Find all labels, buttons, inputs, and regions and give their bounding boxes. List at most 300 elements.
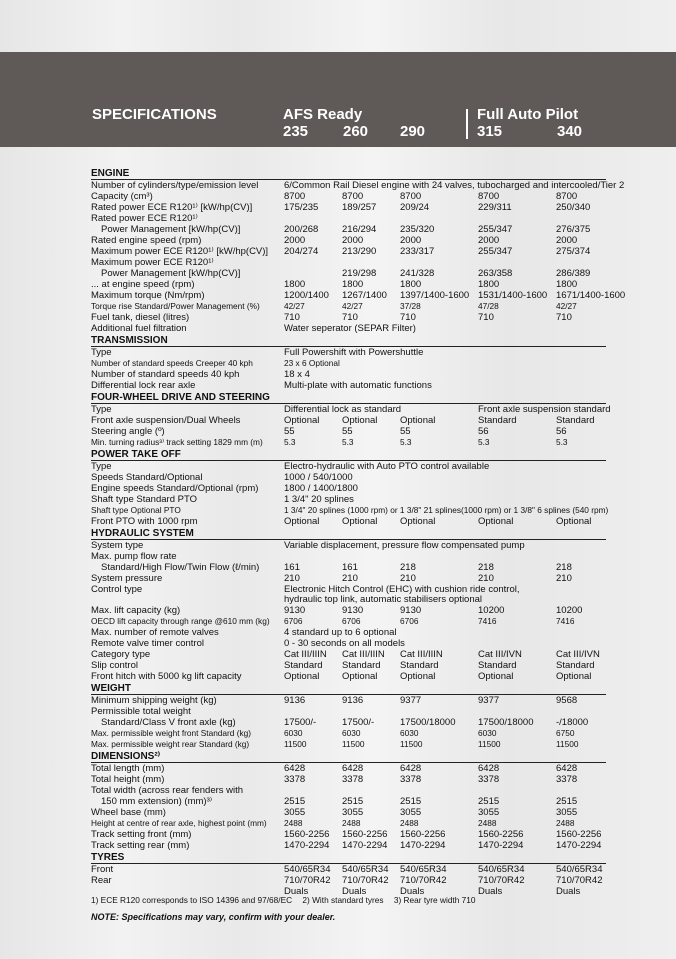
spec-value-span: 4 standard up to 6 optional bbox=[284, 627, 397, 638]
spec-value: 17500/18000 bbox=[478, 717, 534, 728]
spec-value: 263/358 bbox=[478, 268, 513, 279]
spec-value: 1560-2256 bbox=[342, 829, 388, 840]
disclaimer-note: NOTE: Specifications may vary, confirm with your dealer. bbox=[91, 912, 336, 922]
spec-value-span: 1800 / 1400/1800 bbox=[284, 483, 358, 494]
spec-label: Max. permissible weight front Standard (kg) bbox=[91, 728, 252, 738]
spec-value: 213/290 bbox=[342, 246, 377, 257]
afs-ready-heading: AFS Ready bbox=[283, 106, 363, 123]
spec-value: 710 bbox=[478, 312, 494, 323]
spec-row bbox=[91, 505, 609, 516]
spec-value: Optional bbox=[342, 671, 378, 682]
spec-value: 1800 bbox=[478, 279, 500, 290]
section-heading bbox=[91, 168, 606, 180]
spec-value: Duals bbox=[342, 886, 367, 897]
section-heading bbox=[91, 392, 606, 404]
spec-value: 2488 bbox=[284, 818, 303, 828]
spec-row bbox=[91, 404, 611, 415]
spec-value-span: 0 - 30 seconds on all models bbox=[284, 638, 405, 649]
spec-value: 3055 bbox=[284, 807, 306, 818]
spec-row bbox=[91, 415, 606, 426]
spec-row bbox=[91, 840, 606, 851]
spec-value: 286/389 bbox=[556, 268, 591, 279]
spec-value: 1470-2294 bbox=[556, 840, 602, 851]
spec-label: Speeds Standard/Optional bbox=[91, 472, 203, 483]
spec-row bbox=[91, 279, 606, 290]
spec-row bbox=[91, 807, 606, 818]
spec-value: 250/340 bbox=[556, 202, 591, 213]
spec-value: 47/28 bbox=[478, 301, 499, 311]
spec-row bbox=[91, 584, 606, 605]
spec-value: Front axle suspension standard bbox=[478, 404, 611, 415]
spec-value: 3055 bbox=[400, 807, 422, 818]
spec-row bbox=[91, 774, 606, 785]
spec-label: Rated power ECE R120¹⁾ [kW/hp(CV)] bbox=[91, 202, 253, 213]
spec-value: 210 bbox=[478, 573, 494, 584]
spec-value: 3055 bbox=[556, 807, 578, 818]
spec-value: 42/27 bbox=[284, 301, 305, 311]
footnote-3: 3) Rear tyre width 710 bbox=[393, 895, 476, 905]
spec-label: System type bbox=[91, 540, 144, 551]
spec-label: Control type bbox=[91, 584, 143, 595]
spec-value: 8700 bbox=[284, 191, 306, 202]
spec-value: 6030 bbox=[478, 728, 497, 738]
spec-value: 218 bbox=[556, 562, 572, 573]
spec-value: 2000 bbox=[400, 235, 422, 246]
spec-value: 1560-2256 bbox=[400, 829, 446, 840]
spec-value: 42/27 bbox=[556, 301, 577, 311]
spec-value: 6428 bbox=[400, 763, 422, 774]
spec-row bbox=[91, 671, 606, 682]
spec-value: 17500/- bbox=[342, 717, 375, 728]
spec-label: Front axle suspension/Dual Wheels bbox=[91, 415, 241, 426]
spec-value: Cat III/IIIN bbox=[284, 649, 327, 660]
spec-value: 3378 bbox=[478, 774, 500, 785]
spec-value: 6706 bbox=[284, 616, 303, 626]
spec-value: 540/65R34 bbox=[284, 864, 331, 875]
spec-value: 2488 bbox=[400, 818, 419, 828]
section-label: TYRES bbox=[91, 852, 125, 863]
spec-value: 276/375 bbox=[556, 224, 591, 235]
spec-value: 10200 bbox=[556, 605, 583, 616]
spec-value: 2000 bbox=[478, 235, 500, 246]
spec-value: 710 bbox=[284, 312, 300, 323]
spec-label: Engine speeds Standard/Optional (rpm) bbox=[91, 483, 259, 494]
spec-row bbox=[91, 213, 606, 224]
spec-value: 710 bbox=[556, 312, 572, 323]
spec-value: 7416 bbox=[556, 616, 575, 626]
spec-value: Optional bbox=[400, 671, 436, 682]
spec-row bbox=[91, 638, 606, 649]
spec-label: Type bbox=[91, 461, 112, 472]
spec-value: 2000 bbox=[342, 235, 364, 246]
spec-value-span: Water seperator (SEPAR Filter) bbox=[284, 323, 416, 334]
spec-value: Duals bbox=[556, 886, 581, 897]
spec-row bbox=[91, 494, 606, 505]
spec-value: 204/274 bbox=[284, 246, 319, 257]
spec-value: 8700 bbox=[400, 191, 422, 202]
spec-value: 3378 bbox=[342, 774, 364, 785]
spec-value: 1560-2256 bbox=[556, 829, 602, 840]
spec-value: Standard bbox=[284, 660, 323, 671]
spec-row bbox=[91, 202, 606, 213]
spec-label: Front hitch with 5000 kg lift capacity bbox=[91, 671, 242, 682]
spec-value: Optional bbox=[400, 415, 436, 426]
spec-row bbox=[91, 551, 606, 562]
spec-value: Optional bbox=[478, 671, 514, 682]
spec-row bbox=[91, 180, 625, 191]
spec-value: 6428 bbox=[284, 763, 306, 774]
spec-value: 5.3 bbox=[284, 437, 296, 447]
section-label: WEIGHT bbox=[91, 683, 131, 694]
spec-row bbox=[91, 257, 606, 268]
spec-label: Number of standard speeds Creeper 40 kph bbox=[91, 358, 253, 368]
spec-label: OECD lift capacity through range @610 mm (kg) bbox=[91, 616, 270, 626]
spec-value: 9377 bbox=[400, 695, 422, 706]
spec-value-span: 1 3/4" 20 splines bbox=[284, 494, 354, 505]
spec-value: Cat III/IIIN bbox=[342, 649, 385, 660]
spec-row bbox=[91, 516, 606, 527]
spec-row bbox=[91, 739, 606, 750]
spec-label: Wheel base (mm) bbox=[91, 807, 166, 818]
spec-value: 6030 bbox=[284, 728, 303, 738]
spec-value: 11500 bbox=[342, 739, 365, 749]
spec-value: 11500 bbox=[478, 739, 501, 749]
spec-value: -/18000 bbox=[556, 717, 589, 728]
spec-label: Torque rise Standard/Power Management (%) bbox=[91, 301, 260, 311]
spec-label: Shaft type Optional PTO bbox=[91, 505, 181, 515]
spec-row bbox=[91, 191, 606, 202]
spec-value: 3378 bbox=[400, 774, 422, 785]
specifications-table bbox=[91, 167, 626, 897]
spec-value: 229/311 bbox=[478, 202, 512, 213]
spec-row bbox=[91, 268, 606, 279]
section-heading bbox=[91, 449, 606, 461]
spec-value: Standard bbox=[478, 415, 517, 426]
spec-value: 9130 bbox=[342, 605, 364, 616]
spec-value: 218 bbox=[478, 562, 494, 573]
spec-label: Standard/High Flow/Twin Flow (ℓ/min) bbox=[101, 562, 260, 573]
spec-label: Total length (mm) bbox=[91, 763, 165, 774]
spec-value: 8700 bbox=[342, 191, 364, 202]
spec-row bbox=[91, 461, 606, 472]
spec-value: 1800 bbox=[400, 279, 422, 290]
spec-value: 1267/1400 bbox=[342, 290, 387, 301]
spec-value-span: Electronic Hitch Control (EHC) with cushion ride control, bbox=[284, 584, 520, 595]
spec-row bbox=[91, 605, 606, 616]
spec-label: Maximum torque (Nm/rpm) bbox=[91, 290, 205, 301]
spec-value: 56 bbox=[556, 426, 567, 437]
spec-row bbox=[91, 728, 606, 739]
spec-value: 9568 bbox=[556, 695, 578, 706]
spec-label: Maximum power ECE R120¹⁾ [kW/hp(CV)] bbox=[91, 246, 269, 257]
spec-value: 5.3 bbox=[342, 437, 354, 447]
spec-label: 150 mm extension) (mm)³⁾ bbox=[101, 796, 213, 807]
spec-value: 710/70R42 bbox=[400, 875, 447, 886]
spec-value: Standard bbox=[342, 660, 381, 671]
spec-row bbox=[91, 369, 606, 380]
spec-row bbox=[91, 483, 606, 494]
spec-label: Category type bbox=[91, 649, 151, 660]
spec-value: 161 bbox=[342, 562, 358, 573]
spec-value: 9136 bbox=[342, 695, 364, 706]
spec-label: Max. lift capacity (kg) bbox=[91, 605, 181, 616]
spec-value-span: 6/Common Rail Diesel engine with 24 valves, tubocharged and intercooled/Tier 2 bbox=[284, 180, 625, 191]
spec-value: Optional bbox=[342, 415, 378, 426]
spec-value: 5.3 bbox=[478, 437, 490, 447]
spec-row bbox=[91, 573, 606, 584]
spec-value: 1560-2256 bbox=[284, 829, 330, 840]
spec-value: 8700 bbox=[478, 191, 500, 202]
spec-value: Standard bbox=[400, 660, 439, 671]
spec-row bbox=[91, 785, 606, 796]
spec-value: 241/328 bbox=[400, 268, 435, 279]
spec-value: 2515 bbox=[556, 796, 578, 807]
spec-label: Maximum power ECE R120¹⁾ bbox=[91, 257, 214, 268]
spec-row bbox=[91, 301, 606, 312]
spec-label: Permissible total weight bbox=[91, 706, 191, 717]
spec-value: 42/27 bbox=[342, 301, 363, 311]
spec-label: Differential lock rear axle bbox=[91, 380, 196, 391]
model-290-heading: 290 bbox=[400, 123, 426, 140]
spec-label: Height at centre of rear axle, highest point (mm) bbox=[91, 818, 267, 828]
spec-value: 218 bbox=[400, 562, 416, 573]
spec-value: 1200/1400 bbox=[284, 290, 329, 301]
spec-row bbox=[91, 426, 606, 437]
spec-value: 8700 bbox=[556, 191, 578, 202]
spec-value: Cat III/IVN bbox=[478, 649, 522, 660]
footnote-2: 2) With standard tyres bbox=[302, 895, 384, 905]
spec-label: Max. number of remote valves bbox=[91, 627, 219, 638]
spec-label: Track setting front (mm) bbox=[91, 829, 192, 840]
section-label: HYDRAULIC SYSTEM bbox=[91, 528, 194, 539]
spec-value: Duals bbox=[400, 886, 425, 897]
spec-row bbox=[91, 562, 606, 573]
spec-value: Cat III/IIIN bbox=[400, 649, 443, 660]
spec-value: 710/70R42 bbox=[556, 875, 603, 886]
spec-row bbox=[91, 706, 606, 717]
spec-row bbox=[91, 246, 606, 257]
section-heading bbox=[91, 528, 606, 540]
spec-row bbox=[91, 717, 606, 728]
spec-value: 3378 bbox=[284, 774, 306, 785]
spec-value: 6030 bbox=[342, 728, 361, 738]
spec-value: 216/294 bbox=[342, 224, 377, 235]
spec-label: Additional fuel filtration bbox=[91, 323, 187, 334]
spec-value: 17500/- bbox=[284, 717, 317, 728]
spec-value: 2515 bbox=[478, 796, 500, 807]
spec-label: Front PTO with 1000 rpm bbox=[91, 516, 198, 527]
spec-label: Type bbox=[91, 404, 112, 415]
page-title: SPECIFICATIONS bbox=[92, 106, 217, 123]
spec-value: 210 bbox=[342, 573, 358, 584]
spec-value: 1531/1400-1600 bbox=[478, 290, 548, 301]
spec-value: Optional bbox=[284, 516, 320, 527]
spec-value: 11500 bbox=[556, 739, 579, 749]
spec-value: Differential lock as standard bbox=[284, 404, 402, 415]
spec-value: 1800 bbox=[284, 279, 306, 290]
spec-value: Duals bbox=[478, 886, 503, 897]
spec-label: Capacity (cm³) bbox=[91, 191, 153, 202]
spec-value: 2488 bbox=[478, 818, 497, 828]
spec-row bbox=[91, 829, 606, 840]
spec-label: Type bbox=[91, 347, 112, 358]
spec-value-span: Multi-plate with automatic functions bbox=[284, 380, 432, 391]
spec-value: Optional bbox=[556, 516, 592, 527]
model-235-heading: 235 bbox=[283, 123, 309, 140]
spec-value: Duals bbox=[284, 886, 309, 897]
spec-value: 6428 bbox=[342, 763, 364, 774]
spec-value: 275/374 bbox=[556, 246, 591, 257]
spec-value: 2515 bbox=[284, 796, 306, 807]
spec-value: 17500/18000 bbox=[400, 717, 456, 728]
spec-value: 2000 bbox=[284, 235, 306, 246]
section-heading bbox=[91, 852, 606, 864]
spec-value: Optional bbox=[556, 671, 592, 682]
spec-value: 10200 bbox=[478, 605, 505, 616]
spec-label: Power Management [kW/hp(CV)] bbox=[101, 224, 241, 235]
spec-value: 6428 bbox=[478, 763, 500, 774]
spec-value: 55 bbox=[342, 426, 353, 437]
section-heading bbox=[91, 335, 606, 347]
spec-label: Steering angle (º) bbox=[91, 426, 165, 437]
spec-value: 540/65R34 bbox=[342, 864, 389, 875]
spec-value: 5.3 bbox=[400, 437, 412, 447]
spec-label: Max. pump flow rate bbox=[91, 551, 177, 562]
spec-value: 235/320 bbox=[400, 224, 435, 235]
spec-label: Track setting rear (mm) bbox=[91, 840, 190, 851]
spec-value: 540/65R34 bbox=[400, 864, 447, 875]
spec-row bbox=[91, 796, 606, 807]
spec-value: 11500 bbox=[400, 739, 423, 749]
spec-label: Slip control bbox=[91, 660, 138, 671]
spec-value: 3378 bbox=[556, 774, 578, 785]
spec-row bbox=[91, 312, 606, 323]
spec-value: Standard bbox=[556, 660, 595, 671]
spec-value: 210 bbox=[284, 573, 300, 584]
spec-label: Number of cylinders/type/emission level bbox=[91, 180, 259, 191]
spec-value: 5.3 bbox=[556, 437, 568, 447]
spec-value: 2488 bbox=[342, 818, 361, 828]
spec-value: 1470-2294 bbox=[478, 840, 524, 851]
spec-value: 2515 bbox=[400, 796, 422, 807]
spec-value-span: 18 x 4 bbox=[284, 369, 310, 380]
spec-value: 209/24 bbox=[400, 202, 430, 213]
spec-value: 710 bbox=[342, 312, 358, 323]
spec-value: 9130 bbox=[400, 605, 422, 616]
spec-value: 175/235 bbox=[284, 202, 319, 213]
spec-value: 7416 bbox=[478, 616, 497, 626]
spec-row bbox=[91, 235, 606, 246]
spec-value: 3055 bbox=[478, 807, 500, 818]
full-auto-pilot-heading: Full Auto Pilot bbox=[477, 106, 579, 123]
section-label: POWER TAKE OFF bbox=[91, 449, 181, 460]
spec-label: Total width (across rear fenders with bbox=[91, 785, 244, 796]
spec-label: Rear bbox=[91, 875, 112, 886]
spec-value: 1470-2294 bbox=[284, 840, 330, 851]
spec-label: Minimum shipping weight (kg) bbox=[91, 695, 217, 706]
spec-value: 2000 bbox=[556, 235, 578, 246]
spec-value: 210 bbox=[400, 573, 416, 584]
spec-row bbox=[91, 323, 606, 334]
spec-value: 255/347 bbox=[478, 246, 513, 257]
spec-label: Fuel tank, diesel (litres) bbox=[91, 312, 190, 323]
section-heading bbox=[91, 751, 606, 763]
spec-value: 710/70R42 bbox=[478, 875, 525, 886]
spec-value: 2515 bbox=[342, 796, 364, 807]
spec-value: 540/65R34 bbox=[478, 864, 525, 875]
spec-value: 1470-2294 bbox=[400, 840, 446, 851]
spec-value: Optional bbox=[284, 415, 320, 426]
spec-value: 37/28 bbox=[400, 301, 421, 311]
spec-value: 710/70R42 bbox=[342, 875, 389, 886]
spec-value: 9130 bbox=[284, 605, 306, 616]
spec-value: 161 bbox=[284, 562, 300, 573]
spec-value: 1800 bbox=[342, 279, 364, 290]
spec-row bbox=[91, 627, 606, 638]
spec-value: 3055 bbox=[342, 807, 364, 818]
spec-value: 6750 bbox=[556, 728, 575, 738]
spec-row bbox=[91, 660, 606, 671]
spec-value: 255/347 bbox=[478, 224, 513, 235]
spec-value: 6706 bbox=[342, 616, 361, 626]
section-label: TRANSMISSION bbox=[91, 335, 168, 346]
spec-value: Optional bbox=[478, 516, 514, 527]
spec-label: System pressure bbox=[91, 573, 163, 584]
spec-row bbox=[91, 695, 606, 706]
spec-value: 9377 bbox=[478, 695, 500, 706]
spec-value-span: Variable displacement, pressure flow compensated pump bbox=[284, 540, 525, 551]
header-divider bbox=[466, 109, 468, 139]
spec-row bbox=[91, 875, 606, 886]
spec-value: 200/268 bbox=[284, 224, 319, 235]
spec-value-span: 1 3/4" 20 splines (1000 rpm) or 1 3/8" 21 splines(1000 rpm) or 1 3/8" 6 splines (540 rpm) bbox=[284, 505, 609, 515]
spec-value-span: Full Powershift with Powershuttle bbox=[284, 347, 424, 358]
spec-value: 6706 bbox=[400, 616, 419, 626]
spec-label: Min. turning radius³⁾ track setting 1829 mm (m) bbox=[91, 437, 263, 447]
spec-row bbox=[91, 472, 606, 483]
spec-value: 1397/1400-1600 bbox=[400, 290, 470, 301]
spec-value: 2488 bbox=[556, 818, 575, 828]
spec-value-span: 23 x 6 Optional bbox=[284, 358, 340, 368]
spec-value-span: Electro-hydraulic with Auto PTO control available bbox=[284, 461, 490, 472]
section-label: DIMENSIONS²⁾ bbox=[91, 751, 161, 762]
spec-label: Shaft type Standard PTO bbox=[91, 494, 197, 505]
spec-label: Remote valve timer control bbox=[91, 638, 204, 649]
spec-row bbox=[91, 358, 606, 369]
section-label: FOUR-WHEEL DRIVE AND STEERING bbox=[91, 392, 270, 403]
spec-value: Optional bbox=[284, 671, 320, 682]
spec-value: Standard bbox=[478, 660, 517, 671]
spec-row bbox=[91, 347, 606, 358]
spec-row bbox=[91, 864, 606, 875]
spec-label: Front bbox=[91, 864, 114, 875]
spec-value: Cat III/IVN bbox=[556, 649, 600, 660]
spec-value: 219/298 bbox=[342, 268, 377, 279]
spec-label: Rated engine speed (rpm) bbox=[91, 235, 202, 246]
spec-value: 1560-2256 bbox=[478, 829, 524, 840]
spec-row bbox=[91, 380, 606, 391]
spec-label: ... at engine speed (rpm) bbox=[91, 279, 195, 290]
spec-label: Number of standard speeds 40 kph bbox=[91, 369, 240, 380]
spec-value-span: 1000 / 540/1000 bbox=[284, 472, 353, 483]
spec-value: 1470-2294 bbox=[342, 840, 388, 851]
spec-value: 55 bbox=[400, 426, 411, 437]
spec-value: 233/317 bbox=[400, 246, 435, 257]
spec-value: Optional bbox=[400, 516, 436, 527]
spec-value: 55 bbox=[284, 426, 295, 437]
spec-row bbox=[91, 224, 606, 235]
footnote-1: 1) ECE R120 corresponds to ISO 14396 and 97/68/EC bbox=[91, 895, 293, 905]
